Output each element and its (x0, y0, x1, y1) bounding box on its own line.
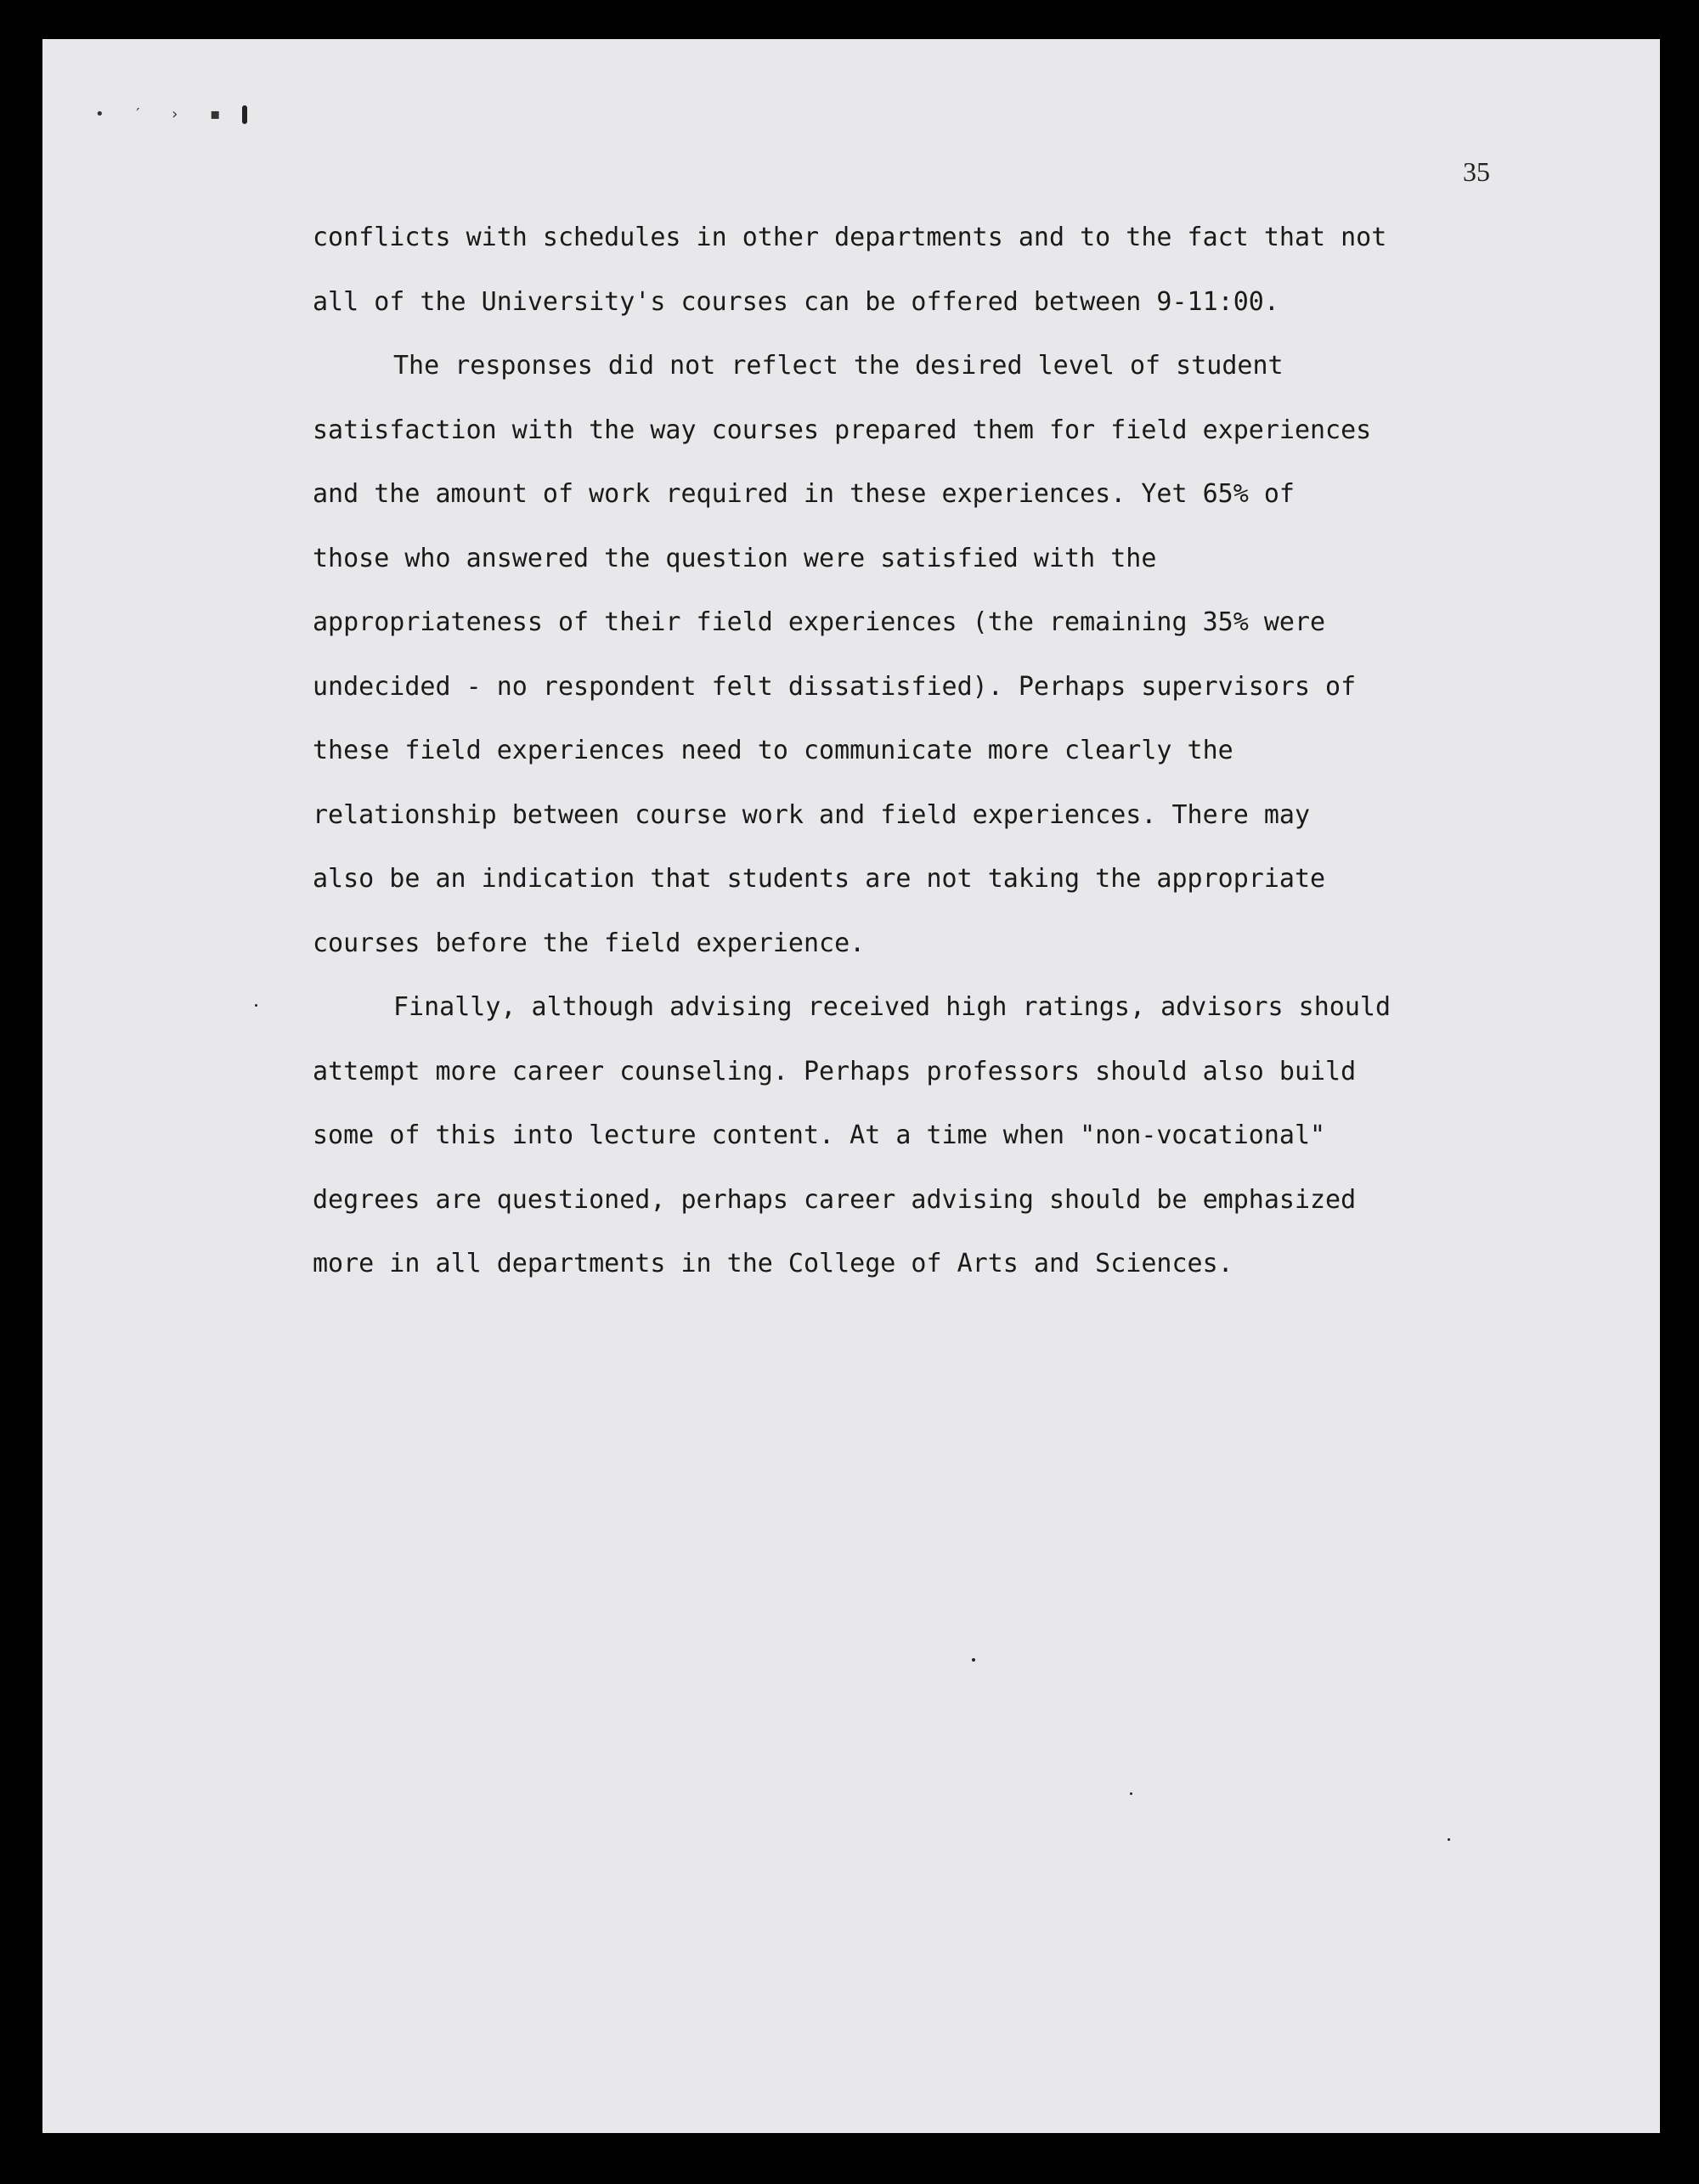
text-line: relationship between course work and field experiences. There may (313, 799, 1310, 830)
text-line: undecided - no respondent felt dissatisfied). Perhaps supervisors of (313, 671, 1357, 702)
text-line: courses before the field experience. (313, 928, 866, 958)
scan-speck (255, 1004, 257, 1007)
paragraph-start-line: The responses did not reflect the desired level of student (393, 351, 1284, 381)
body-text (313, 206, 1485, 1296)
paragraph-start-line: Finally, although advising received high ratings, advisors should (393, 992, 1391, 1022)
text-line: more in all departments in the College of Arts and Sciences. (313, 1249, 1233, 1278)
text-line: conflicts with schedules in other departments and to the fact that not (313, 223, 1387, 252)
ink-blot-icon (242, 105, 247, 124)
document-page (42, 39, 1660, 2133)
text-line: those who answered the question were satisfied with the (313, 543, 1157, 573)
text-line: appropriateness of their field experiences (the remaining 35% were (313, 607, 1326, 637)
scan-marks-text: • ′ › ▪ (95, 105, 234, 123)
text-line: these field experiences need to communicate more clearly the (313, 736, 1233, 765)
corner-scan-marks (95, 105, 247, 124)
text-line: satisfaction with the way courses prepared them for field experiences (313, 415, 1372, 445)
text-line: also be an indication that students are not taking the appropriate (313, 864, 1326, 894)
page-number: 35 (1463, 156, 1490, 187)
scan-speck (1448, 1838, 1450, 1841)
text-line: and the amount of work required in these experiences. Yet 65% of (313, 479, 1295, 509)
text-line: all of the University's courses can be offered between 9-11:00. (313, 286, 1279, 317)
text-line: some of this into lecture content. At a time when "non-vocational" (313, 1120, 1326, 1150)
scan-speck (972, 1658, 975, 1662)
scan-speck (1130, 1792, 1132, 1795)
text-line: degrees are questioned, perhaps career advising should be emphasized (313, 1184, 1357, 1215)
text-line: attempt more career counseling. Perhaps professors should also build (313, 1056, 1357, 1086)
